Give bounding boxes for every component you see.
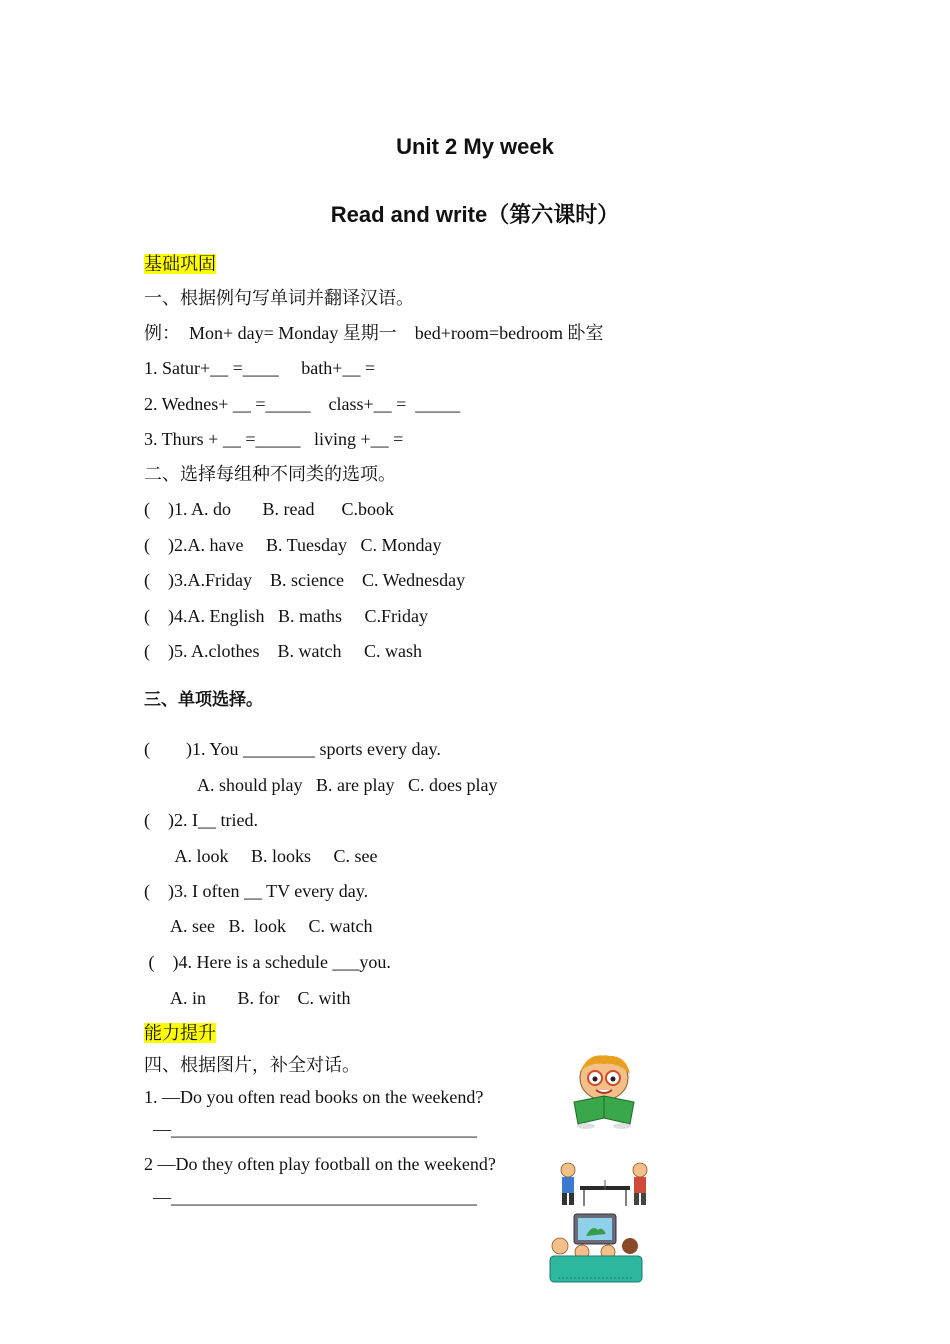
section-basic-text: 基础巩固 — [144, 254, 216, 274]
part3-item-1-options: A. should play B. are play C. does play — [144, 775, 498, 795]
part2-item-2: ( )2.A. have B. Tuesday C. Monday — [144, 535, 442, 555]
part2-item-3: ( )3.A.Friday B. science C. Wednesday — [144, 570, 466, 590]
part2-item-5: ( )5. A.clothes B. watch C. wash — [144, 641, 422, 661]
family-watching-tv-illustration — [548, 1212, 644, 1284]
part1-heading: 一、根据例句写单词并翻译汉语。 — [144, 288, 414, 308]
part3-item-3-options: A. see B. look C. watch — [144, 916, 373, 936]
part3-item-2-options: A. look B. looks C. see — [144, 846, 378, 866]
part3-item-2: ( )2. I__ tried. — [144, 810, 258, 830]
page-subtitle: Read and write（第六课时） — [330, 202, 620, 227]
part4-question-1: 1. —Do you often read books on the weekend? — [144, 1087, 484, 1107]
part3-item-1: ( )1. You ________ sports every day. — [144, 739, 441, 759]
part1-example: 例： Mon+ day= Monday 星期一 bed+room=bedroom 卧室 — [144, 323, 604, 343]
part4-answer-line-2: —__________________________________ — [144, 1187, 477, 1207]
page-title: Unit 2 My week — [396, 134, 554, 159]
part2-heading: 二、选择每组种不同类的选项。 — [144, 464, 396, 484]
part3-item-3: ( )3. I often __ TV every day. — [144, 881, 369, 901]
part1-item-2: 2. Wednes+ __ =_____ class+__ = _____ — [144, 394, 461, 414]
part2-item-1: ( )1. A. do B. read C.book — [144, 499, 394, 519]
part1-item-3: 3. Thurs + __ =_____ living +__ = — [144, 429, 404, 449]
boy-reading-illustration — [568, 1050, 640, 1130]
section-advanced-text: 能力提升 — [144, 1023, 216, 1043]
part4-heading: 四、根据图片，补全对话。 — [144, 1055, 360, 1075]
part3-heading: 三、单项选择。 — [144, 690, 263, 710]
part3-item-4-options: A. in B. for C. with — [144, 988, 351, 1008]
section-advanced-label — [144, 1022, 216, 1044]
part2-item-4: ( )4.A. English B. maths C.Friday — [144, 606, 428, 626]
kids-playing-illustration — [556, 1160, 652, 1210]
part3-item-4: ( )4. Here is a schedule ___you. — [144, 952, 391, 972]
part1-item-1: 1. Satur+__ =____ bath+__ = — [144, 358, 376, 378]
section-basic-label — [144, 253, 216, 275]
part4-question-2: 2 —Do they often play football on the weekend? — [144, 1154, 496, 1174]
part4-answer-line-1: —__________________________________ — [144, 1119, 477, 1139]
